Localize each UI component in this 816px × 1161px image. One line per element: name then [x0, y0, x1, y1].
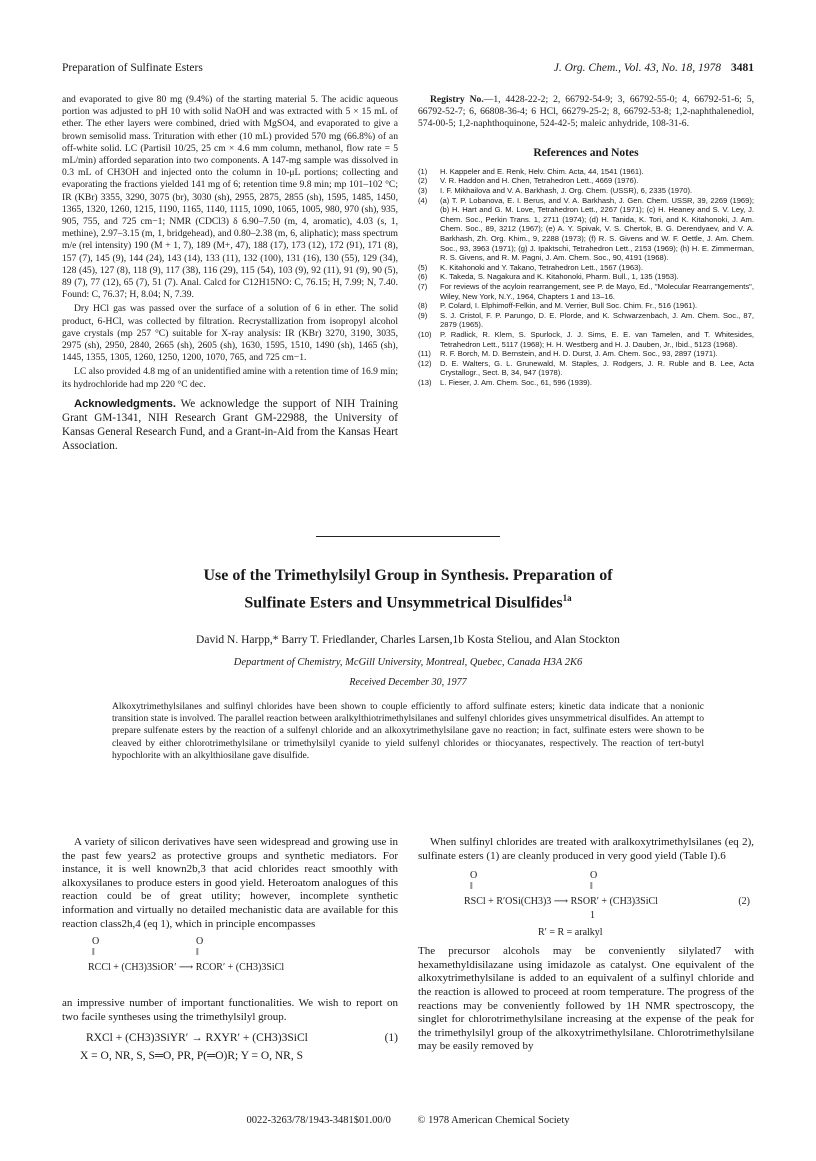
reference-item [418, 196, 754, 263]
eq2-o-2: O [590, 870, 598, 882]
experimental-paragraph-3: LC also provided 4.8 mg of an unidentified amine with a retention time of 16.9 min; its hydrochloride had mp 220 °C dec. [62, 366, 398, 390]
equation-2-number: (2) [738, 896, 750, 908]
equation-text: RCCl + (CH3)3SiOR′ ⟶ RCOR′ + (CH3)3SiCl [88, 962, 285, 974]
reference-item [418, 272, 754, 282]
lower-right-column [418, 836, 754, 1056]
reference-number: (3) [418, 186, 428, 195]
reference-number: (10) [418, 329, 432, 339]
reference-number: (13) [418, 377, 432, 387]
received-date: Received December 30, 1977 [349, 677, 467, 688]
experimental-paragraph-2: Dry HCl gas was passed over the surface of a solution of 6 in ether. The solid product, 6-HCl, was collected by filtration. Recrystallization from isopropyl alcohol gave crystals (mp 257 °C) suitable for X-ray analysis: IR (KBr) 3270, 3190, 3035, 2975 (sh), 2950, 2840, 2665 (sh), 2605 (sh), 1630, 1595, 1510, 1490 (sh), 1465 (sh), 1445, 1355, 1305, 1260, 1250, 1200, 1070, 765, and 725 cm−1. [62, 303, 398, 364]
title-footnote: 1a [562, 593, 572, 603]
reference-text: L. Fieser, J. Am. Chem. Soc., 61, 596 (1939). [440, 377, 592, 387]
experimental-paragraph-1: and evaporated to give 80 mg (9.4%) of the starting material 5. The acidic aqueous portion was adjusted to pH 10 with solid NaOH and was extracted with 5 × 15 mL of ether. The ether layers were combined, dried with MgSO4, and evaporated to give a brown semisolid mass. Trituration with ether (10 mL) provided 570 mg (66.8%) of an off-white solid. LC (Partisil 10/25, 25 cm × 4.6 mm column, methanol, flow rate = 5 mL/min) afforded separation into two components. A 147-mg sample was dissolved in 0.3 mL of CH3OH and injected onto the column in 10-μL portions; collecting and evaporating the fractions yielded 141 mg of 6; retention time 9.8 min; mp 101–102 °C; IR (KBr) 3355, 3290, 3075 (br), 3030 (sh), 2955, 2875, 2855 (sh), 1595, 1485, 1450, 1365, 1320, 1260, 1215, 1190, 1165, 1140, 1115, 1090, 1065, 1005, 980, 970 (sh), 935, 905, 755, and 725 cm−1; NMR (CDCl3) δ 6.90–7.50 (m, 4, aromatic), 4.03 (s, 1, methine), 2.97–3.15 (m, 1, bridgehead), and 0.80–2.38 (m, 6, aliphatic); mass spectrum m/e (rel intensity) 190 (M + 1, 7), 189 (M+, 47), 188 (17), 173 (12), 172 (91), 171 (8), 157 (7), 145 (9), 144 (24), 143 (14), 133 (11), 132 (100), 131 (16), 130 (55), 129 (34), 128 (45), 127 (8), 118 (9), 117 (38), 116 (29), 115 (54), 103 (9), 92 (11), 91 (9), 90 (5), 89 (7), 77 (12), 65 (7), 51 (7). Anal. Calcd for C12H15NO: C, 76.15; H, 7.99; N, 7.40. Found: C, 76.37; H, 8.04; N, 7.39. [62, 94, 398, 301]
reference-number: (12) [418, 358, 432, 368]
reference-number: (1) [418, 166, 428, 176]
reference-text: I. F. Mikhailova and V. A. Barkhash, J. Org. Chem. (USSR), 6, 2335 (1970). [440, 186, 693, 195]
reference-text: P. Colard, I. Elphimoff-Felkin, and M. Verrier, Bull Soc. Chim. Fr., 516 (1961). [440, 301, 698, 311]
equation-1 [62, 1032, 398, 1050]
reference-number: (4) [418, 195, 428, 205]
references-list [418, 167, 754, 388]
lower-left-column [62, 836, 398, 1064]
article-code: 0022-3263/78/1943-3481$01.00/0 [246, 1115, 391, 1126]
ack-label: Acknowledgments. [74, 397, 176, 410]
reference-item [418, 263, 754, 273]
registry-numbers [418, 94, 754, 131]
page-number: 3481 [731, 62, 754, 74]
reference-item [418, 311, 754, 330]
copyright: © 1978 American Chemical Society [417, 1115, 570, 1126]
registry-label: Registry No. [430, 94, 484, 105]
reference-item [418, 301, 754, 311]
equation-1-text: RXCl + (CH3)3SiYR′ → RXYR′ + (CH3)3SiCl [86, 1032, 308, 1045]
reference-item [418, 186, 754, 196]
reference-text: K. Kitahonoki and Y. Takano, Tetrahedron Lett., 1567 (1963). [440, 262, 643, 272]
reference-text: V. R. Haddon and H. Chen, Tetrahedron Lett., 4669 (1976). [440, 176, 639, 186]
carbonyl-o-2: O [196, 936, 204, 948]
intro-paragraph-cont: an impressive number of important functionalities. We wish to report on two facile syntheses using the trimethylsilyl group. [62, 997, 398, 1023]
reference-item [418, 176, 754, 186]
reference-number: (8) [418, 301, 428, 311]
intro-paragraph: A variety of silicon derivatives have seen widespread and growing use in the past few years2 as protective groups and synthetic mediators. For instance, it is well known2b,3 that acid chlorides react smoothly with alkoxysilanes to produce esters in good yield. Heteroatom analogues of this reaction could be of great utility; however, incomplete synthetic information and virtually no detailed mechanistic data are available for this reaction class2h,4 (eq 1), which in principle encompasses [62, 836, 398, 930]
registry-text: —1, 4428-22-2; 2, 66792-54-9; 3, 66792-55-0; 4, 66792-51-6; 5, 66792-52-7; 6, 66808-36-4; 6 HCl, 66279-25-2; 8, 66792-53-8; 1,2-naphthalenediol, 574-00-5; 1,2-naphthoquinone, 524-42-5; maleic anhydride, 108-31-6. [418, 94, 754, 130]
upper-right-column [418, 94, 754, 387]
reference-item [418, 282, 754, 301]
title-line-1: Use of the Trimethylsilyl Group in Synthesis. Preparation of [203, 567, 613, 584]
title-line-2: Sulfinate Esters and Unsymmetrical Disulfides$^{1a}$ [244, 593, 572, 612]
eq2-bond-1: ‖ [470, 881, 473, 893]
double-bond-2: ‖ [196, 947, 199, 959]
reference-text: D. E. Walters, G. L. Grunewald, M. Staples, J. Rodgers, J. R. Ruble and B. Lee, Acta Crystallogr., Sect. B, 34, 947 (1978). [440, 358, 754, 378]
reference-text: S. J. Cristol, F. P. Parungo, D. E. Plorde, and K. Schwarzenbach, J. Am. Chem. Soc., 87, 2879 (1965). [440, 310, 754, 330]
equation-acid-chloride [62, 935, 398, 993]
section-divider [316, 536, 500, 537]
equation-2-definitions: R′ = R = aralkyl [538, 927, 603, 939]
reference-item [418, 359, 754, 378]
abstract: Alkoxytrimethylsilanes and sulfinyl chlorides have been shown to couple efficiently to afford sulfinate esters; kinetic data indicate that a nonionic transition state is involved. The parallel reaction between aralkylthiotrimethylsilanes and sulfenyl chlorides gives unsymmetrical disulfides. An attempt to prepare sulfenate esters by the reaction of a sulfenyl chloride and an alkoxytrimethylsilane gave no reaction; in fact, sulfinate esters were shown to be cleaved by either chlorotrimethylsilane or trimethylsilyl cyanide to yield sulfenyl chlorides or thiocyanates, respectively. The reaction of tert-butyl hypochlorite with an alkylthiosilane gave disulfide. [112, 701, 704, 761]
reference-item [418, 330, 754, 349]
department: Department of Chemistry, McGill University, Montreal, Quebec, Canada H3A 2K6 [233, 657, 583, 668]
reference-number: (5) [418, 262, 428, 272]
reference-text: K. Takeda, S. Nagakura and K. Kitahonoki, Pharm. Bull., 1, 135 (1953). [440, 272, 679, 282]
results-paragraph: When sulfinyl chlorides are treated with aralkoxytrimethylsilanes (eq 2), sulfinate esters (1) are cleanly produced in very good yield (Table I).6 [418, 836, 754, 862]
eq2-bond-2: ‖ [590, 881, 593, 893]
ack-text: We acknowledge the support of NIH Training Grant GM-1341, NIH Research Grant GM-22988, the University of Kansas General Research Fund, and a Grant-in-Aid from the Kansas Heart Association. [62, 397, 398, 452]
references-heading: References and Notes [533, 146, 639, 159]
equation-1-number: (1) [384, 1032, 398, 1045]
reference-text: (a) T. P. Lobanova, E. I. Berus, and V. A. Barkhash, J. Gen. Chem. USSR, 39, 2269 (1969); (b) H. Hart and G. M. Love, Tetrahedron Lett., 2267 (1971); (c) H. Heaney and S. V. Ley, J. Chem. Soc., Perkin Trans. 1, 2711 (1974); (d) H. Tanida, K. Tori, and K. Kitahonoki, J. Am. Chem. Soc., 89, 3212 (1967); (e) A. Y. Spivak, V. S. Chertok, B. G. Derendyaev, and V. A. Barkhash, Zh. Org. Khim., 9, 2288 (1973); (f) R. S. Givens and W. F. Oettle, J. Am. Chem. Soc., 93, 3963 (1971); (g) J. Ipaktschi, Tetrahedron Lett., 2153 (1969); (h) H. E. Zimmerman, R. S. Givens, and R. M. Pagni, J. Am. Chem. Soc., 90, 4191 (1968). [440, 195, 754, 263]
reference-number: (9) [418, 310, 428, 320]
page-footer [0, 1115, 816, 1126]
compound-number: 1 [590, 910, 595, 922]
reference-text: H. Kappeler and E. Renk, Helv. Chim. Acta, 44, 1541 (1961). [440, 166, 644, 176]
reference-item [418, 167, 754, 177]
reference-item [418, 378, 754, 388]
article-title [80, 565, 736, 614]
reference-number: (6) [418, 272, 428, 282]
reference-item [418, 349, 754, 359]
authors: David N. Harpp,* Barry T. Friedlander, Charles Larsen,1b Kosta Steliou, and Alan Stockton [196, 634, 620, 646]
upper-left-column [62, 94, 398, 455]
procedure-paragraph: The precursor alcohols may be conveniently silylated7 with hexamethyldisilazane using imidazole as catalyst. One equivalent of the alkoxytrimethylsilane is added to an equivalent of a sulfinyl chloride and the reaction is allowed to proceed at room temperature. The progress of the reactions may be conveniently followed by 1H NMR spectroscopy, the singlet for chlorotrimethylsilane increasing at the expense of the peak for the trimethylsilyl group of the alkoxytrimethylsilane. Chlorotrimethylsilane may be easily removed by [418, 945, 754, 1053]
reference-number: (2) [418, 176, 428, 186]
reference-text: P. Radlick, R. Klem, S. Spurlock, J. J. Sims, E. E. van Tamelen, and T. Whitesides, Tetrahedron Lett., 5117 (1968); H. H. Westberg and H. J. Dauben, Jr., Ibid., 5123 (1968). [440, 329, 754, 349]
journal-name: J. Org. Chem., Vol. 43, No. 18, 1978 [553, 62, 721, 74]
reference-text: For reviews of the acyloin rearrangement, see P. de Mayo, Ed., "Molecular Rearrangements", Wiley, New York, N.Y., 1964, Chapters 1 and 13–16. [440, 281, 754, 301]
reference-number: (7) [418, 281, 428, 291]
reference-number: (11) [418, 349, 431, 359]
running-header: Preparation of Sulfinate Esters [62, 62, 203, 74]
equation-1-definitions: X = O, NR, S, S═O, PR, P(═O)R; Y = O, NR, S [80, 1050, 303, 1063]
equation-2 [418, 869, 754, 941]
journal-citation [554, 62, 754, 74]
double-bond-1: ‖ [92, 947, 95, 959]
eq2-o-1: O [470, 870, 478, 882]
acknowledgments [62, 397, 398, 453]
carbonyl-o-1: O [92, 936, 100, 948]
reference-text: R. F. Borch, M. D. Bernstein, and H. D. Durst, J. Am. Chem. Soc., 93, 2897 (1971). [440, 349, 718, 359]
equation-2-text: RSCl + R′OSi(CH3)3 ⟶ RSOR′ + (CH3)3SiCl [464, 896, 658, 908]
